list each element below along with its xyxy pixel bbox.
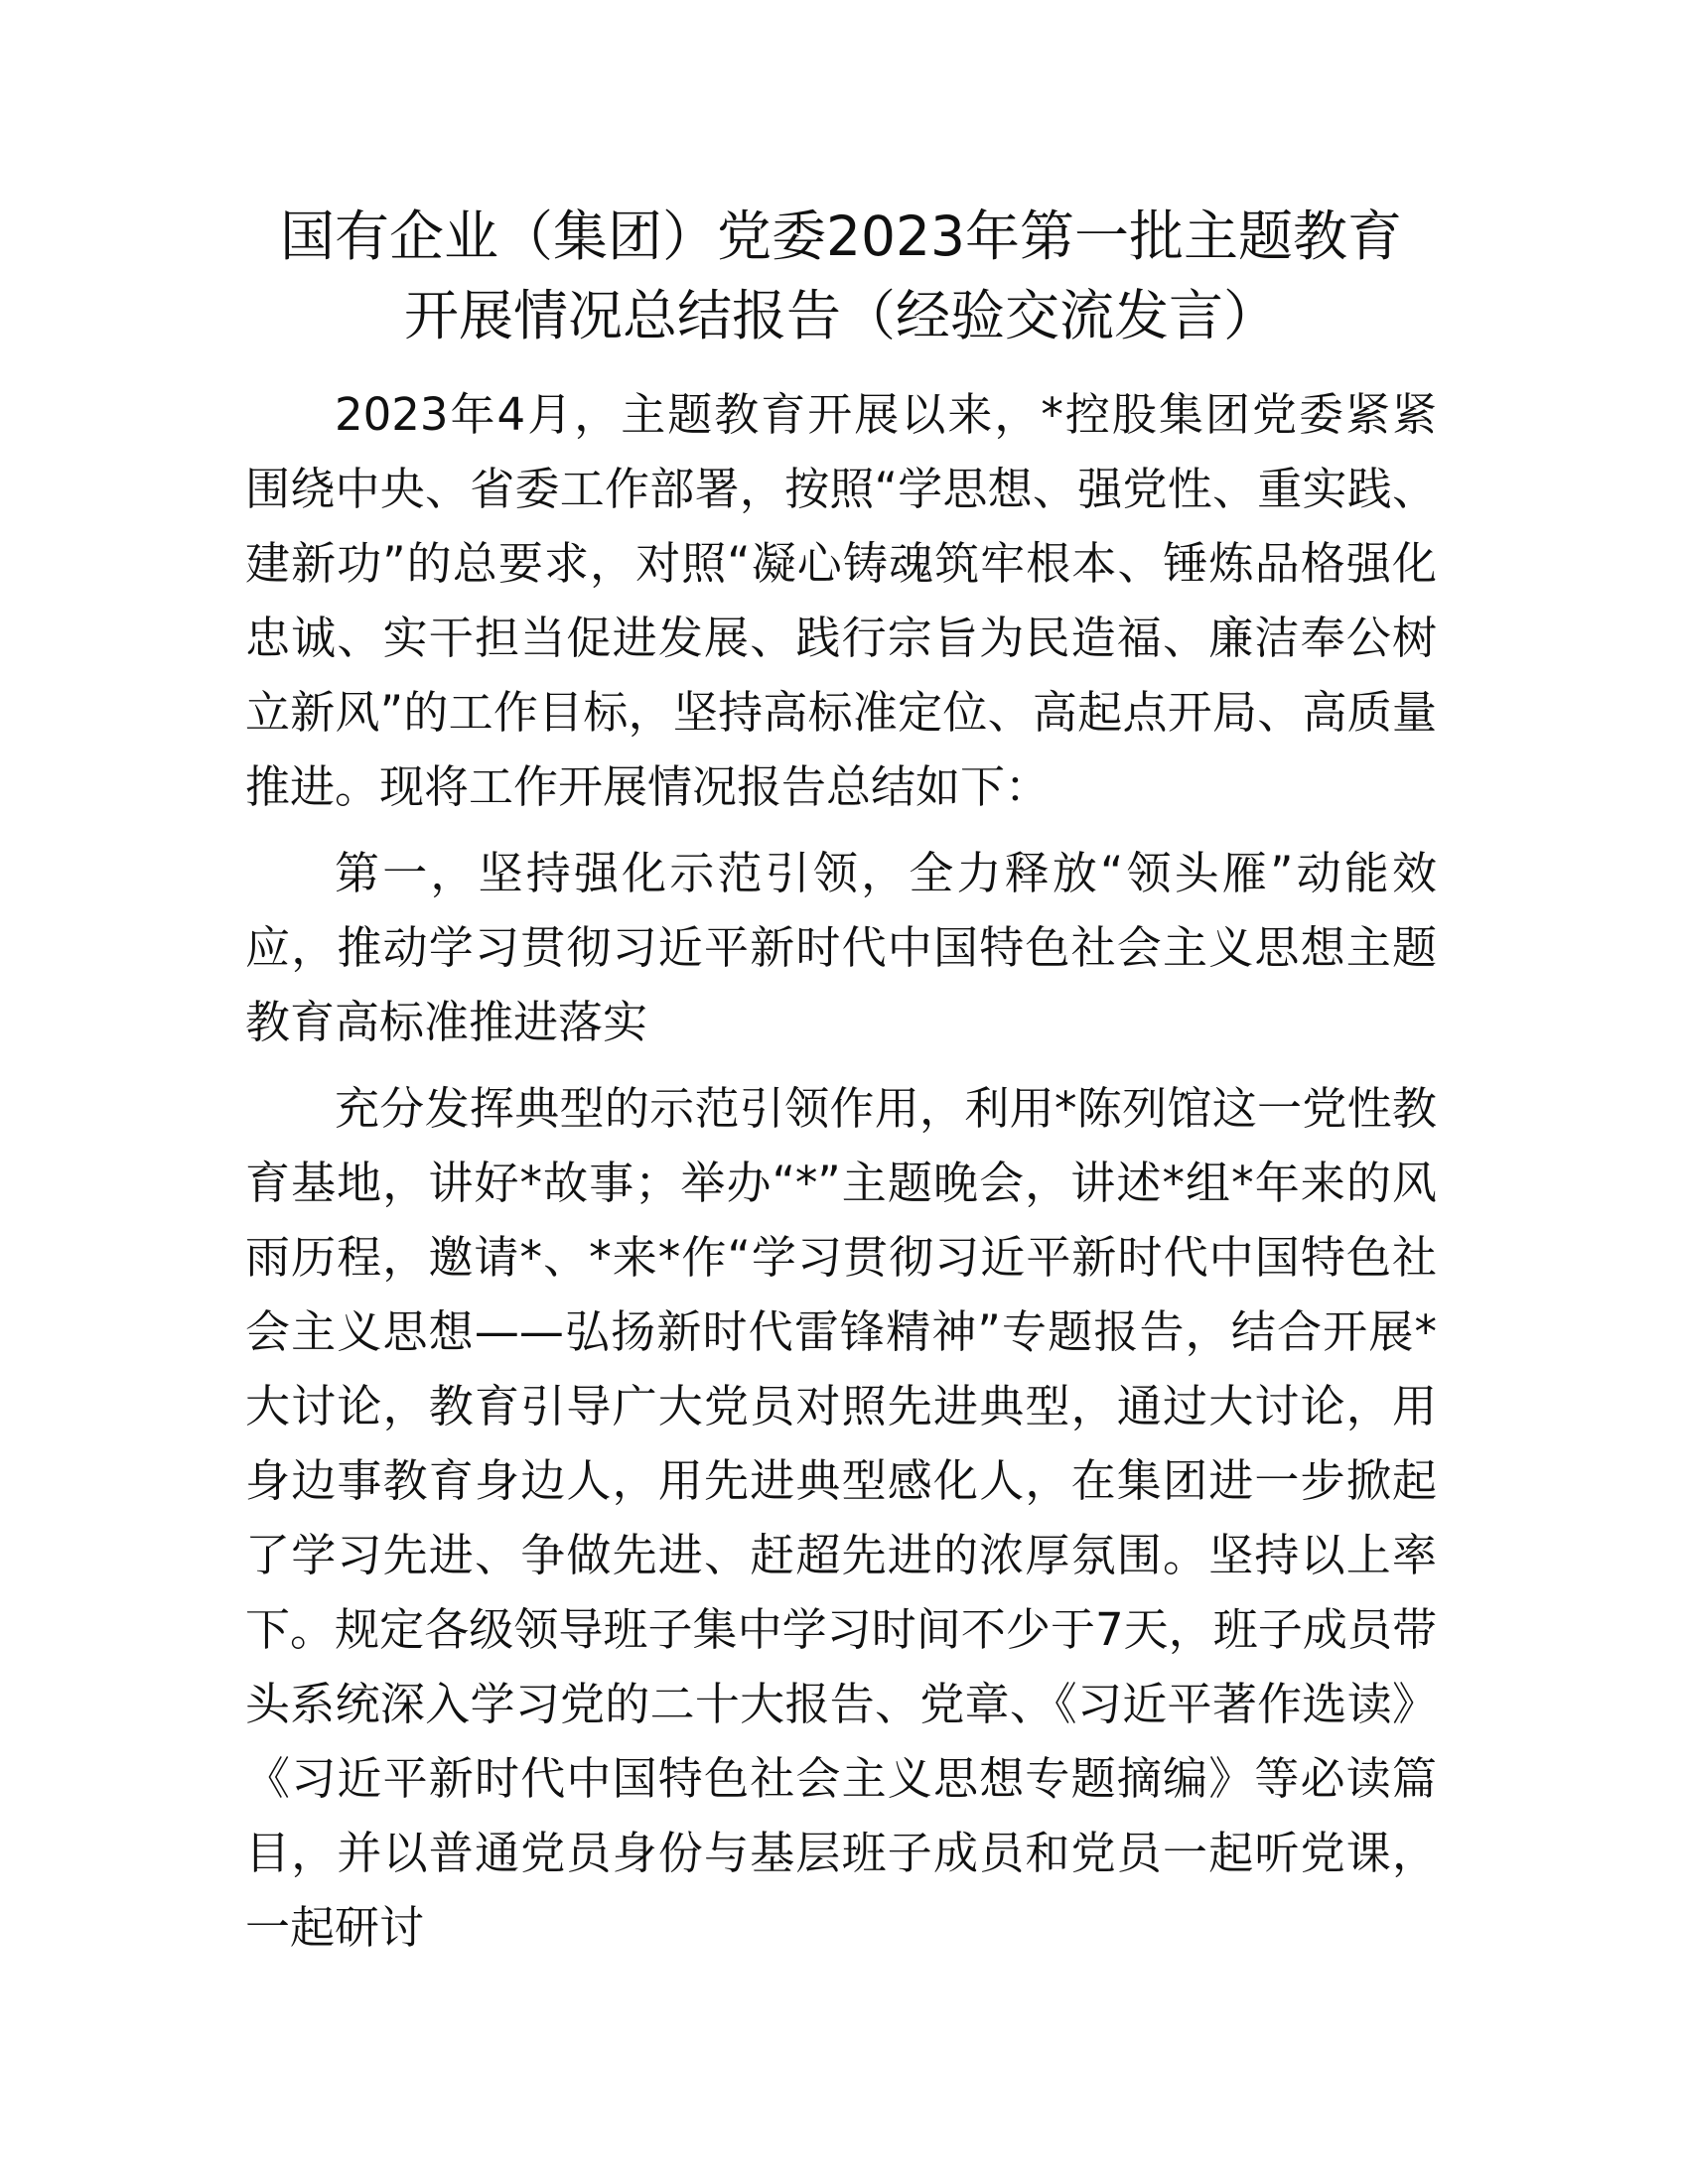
intro-paragraph: 2023年4月，主题教育开展以来，*控股集团党委紧紧围绕中央、省委工作部署，按照“学思想、强党性、重实践、建新功”的总要求，对照“凝心铸魂筑牢根本、锤炼品格强化忠诚、实干担当促进发展、践行宗旨为民造福、廉洁奉公树立新风”的工作目标，坚持高标准定位、高起点开局、高质量推进。现将工作开展情况报告总结如下： [245, 388, 1437, 813]
title-line-2: 开展情况总结报告（经验交流发言） [403, 284, 1278, 347]
document-title [245, 197, 1437, 355]
body-paragraph: 充分发挥典型的示范引领作用，利用*陈列馆这一党性教育基地，讲好*故事；举办“*”主题晚会，讲述*组*年来的风雨历程，邀请*、*来*作“学习贯彻习近平新时代中国特色社会主义思想——弘扬新时代雷锋精神”专题报告，结合开展*大讨论，教育引导广大党员对照先进典型，通过大讨论，用身边事教育身边人，用先进典型感化人，在集团进一步掀起了学习先进、争做先进、赶超先进的浓厚氛围。坚持以上率下。规定各级领导班子集中学习时间不少于7天，班子成员带头系统深入学习党的二十大报告、党章、《习近平著作选读》《习近平新时代中国特色社会主义思想专题摘编》等必读篇目，并以普通党员身份与基层班子成员和党员一起听党课，一起研讨 [245, 1082, 1437, 1954]
document-content [245, 197, 1437, 1965]
section-heading-paragraph: 第一，坚持强化示范引领，全力释放“领头雁”动能效应，推动学习贯彻习近平新时代中国特色社会主义思想主题教育高标准推进落实 [245, 847, 1437, 1048]
title-line-1: 国有企业（集团）党委2023年第一批主题教育 [280, 205, 1402, 268]
document-body [245, 377, 1437, 1965]
